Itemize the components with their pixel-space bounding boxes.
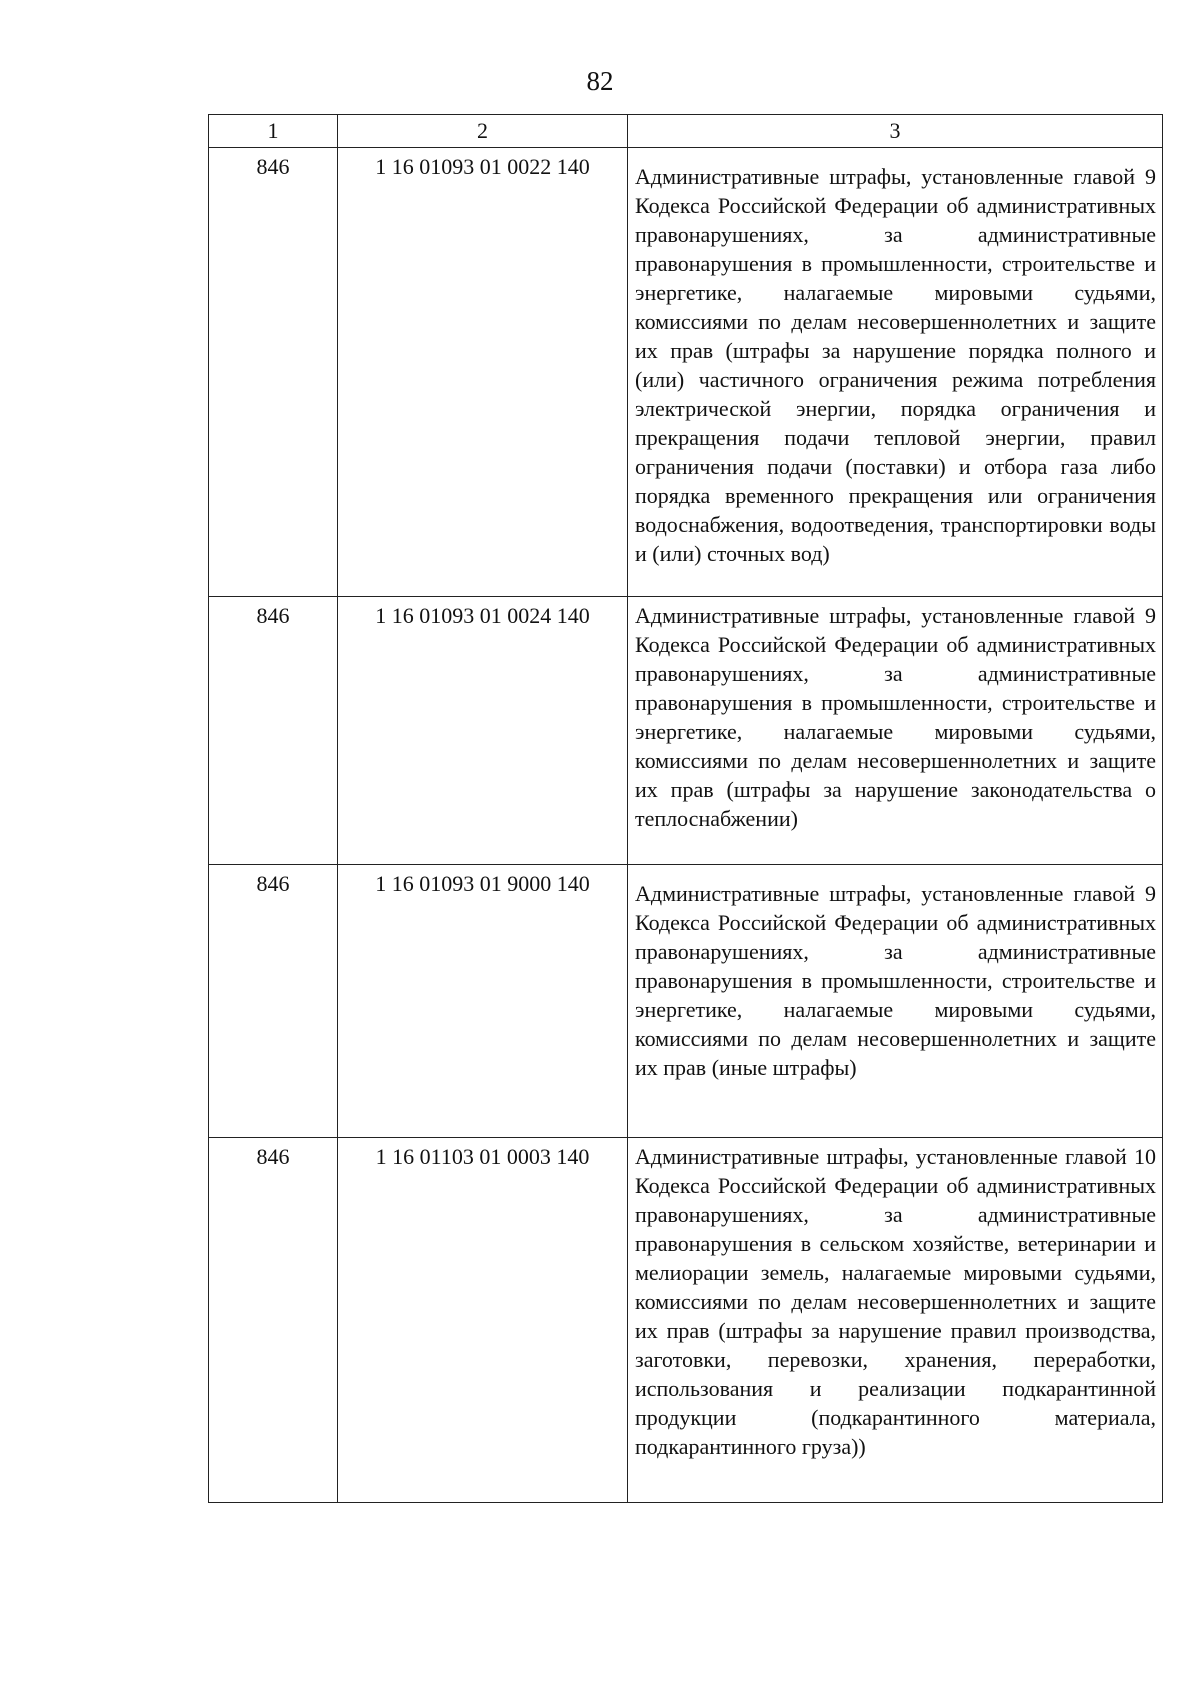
admin-code-cell: 846	[209, 865, 338, 1138]
column-header-1: 1	[209, 115, 338, 148]
description-cell: Административные штрафы, установленные главой 10 Кодекса Российской Федерации об административных правонарушениях, за административные правонарушения в сельском хозяйстве, ветеринарии и мелиорации земель, налагаемые мировыми судьями, комиссиями по делам несовершеннолетних и защите их прав (штрафы за нарушение правил производства, заготовки, перевозки, хранения, переработки, использования и реализации подкарантинной продукции (подкарантинного материала, подкарантинного груза))	[628, 1138, 1163, 1503]
table-row	[209, 1138, 1163, 1503]
kbk-code-cell: 1 16 01093 01 0022 140	[338, 148, 628, 597]
column-header-3: 3	[628, 115, 1163, 148]
kbk-code-cell: 1 16 01093 01 9000 140	[338, 865, 628, 1138]
description-cell: Административные штрафы, установленные главой 9 Кодекса Российской Федерации об административных правонарушениях, за административные правонарушения в промышленности, строительстве и энергетике, налагаемые мировыми судьями, комиссиями по делам несовершеннолетних и защите их прав (штрафы за нарушение порядка полного и (или) частичного ограничения режима потребления электрической энергии, порядка ограничения и прекращения подачи тепловой энергии, правил ограничения подачи (поставки) и отбора газа либо порядка временного прекращения или ограничения водоснабжения, водоотведения, транспортировки воды и (или) сточных вод)	[628, 148, 1163, 597]
admin-code-cell: 846	[209, 597, 338, 865]
admin-code-cell: 846	[209, 148, 338, 597]
kbk-code-cell: 1 16 01103 01 0003 140	[338, 1138, 628, 1503]
budget-codes-table	[208, 114, 1163, 1503]
admin-code-cell: 846	[209, 1138, 338, 1503]
description-cell: Административные штрафы, установленные главой 9 Кодекса Российской Федерации об административных правонарушениях, за административные правонарушения в промышленности, строительстве и энергетике, налагаемые мировыми судьями, комиссиями по делам несовершеннолетних и защите их прав (штрафы за нарушение законодательства о теплоснабжении)	[628, 597, 1163, 865]
page-number: 82	[586, 66, 614, 96]
description-cell: Административные штрафы, установленные главой 9 Кодекса Российской Федерации об административных правонарушениях, за административные правонарушения в промышленности, строительстве и энергетике, налагаемые мировыми судьями, комиссиями по делам несовершеннолетних и защите их прав (иные штрафы)	[628, 865, 1163, 1138]
table-header-row	[209, 115, 1163, 148]
kbk-code-cell: 1 16 01093 01 0024 140	[338, 597, 628, 865]
table-row	[209, 597, 1163, 865]
table-row	[209, 148, 1163, 597]
table-row	[209, 865, 1163, 1138]
column-header-2: 2	[338, 115, 628, 148]
